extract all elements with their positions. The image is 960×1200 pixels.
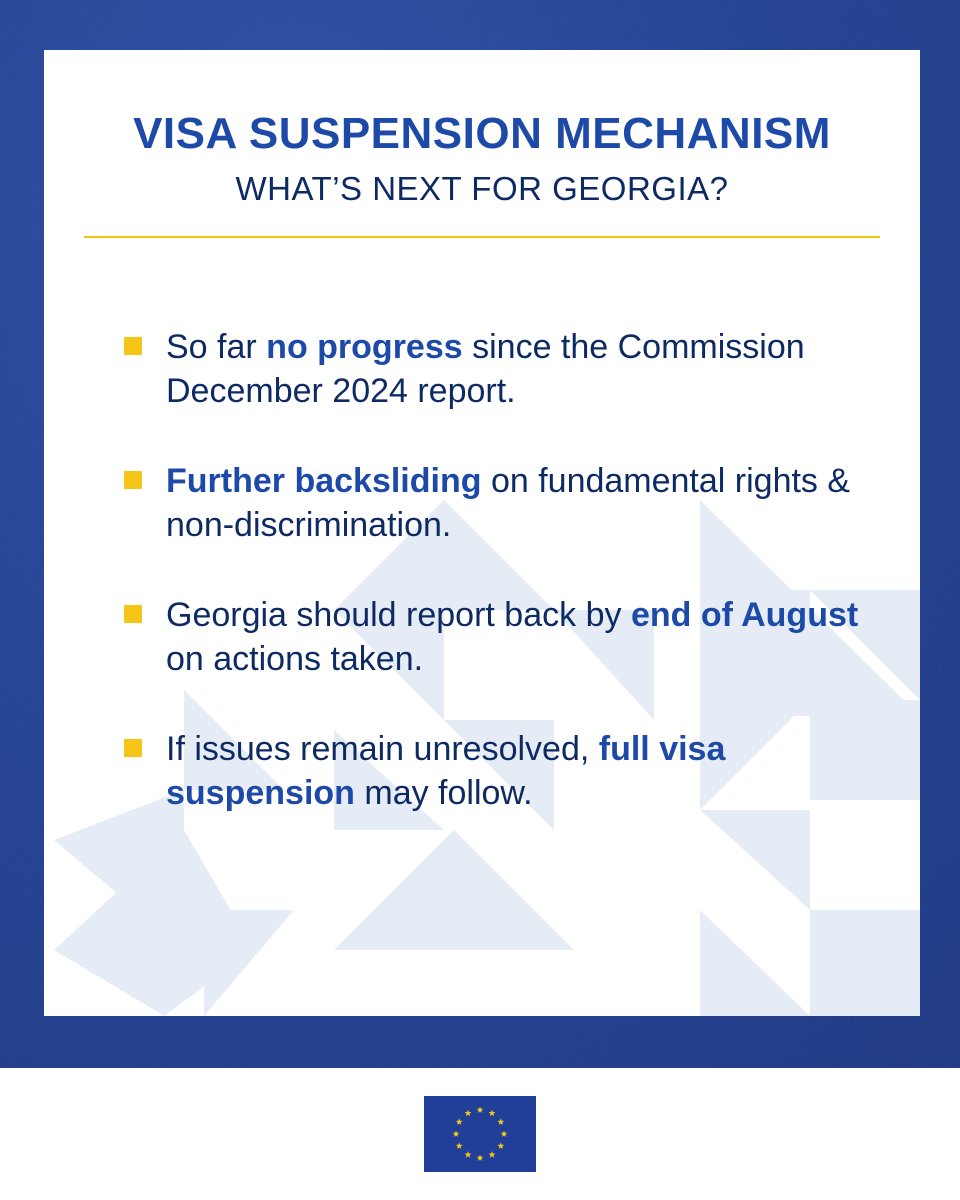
eu-star [465,1110,472,1117]
eu-star [456,1142,463,1149]
content-card [44,50,920,1016]
eu-star [497,1142,504,1149]
bullet-item: So far no progress since the Commission December 2024 report. [84,325,884,413]
bullet-list [84,325,884,861]
title-block [44,108,920,160]
bullet-item: Further backsliding on fundamental rights & non-discrimination. [84,459,884,547]
title-divider [84,236,880,238]
eu-star [453,1130,460,1137]
eu-star [489,1110,496,1117]
bullet-marker-icon [124,337,142,355]
bullet-marker-icon [124,471,142,489]
eu-star [465,1151,472,1158]
page-subtitle: WHAT’S NEXT FOR GEORGIA? [235,170,729,207]
eu-star [456,1118,463,1125]
page-title: VISA SUSPENSION MECHANISM [129,108,835,160]
bullet-marker-icon [124,739,142,757]
eu-star [477,1154,484,1161]
bullet-marker-icon [124,605,142,623]
eu-star [501,1130,508,1137]
eu-star [497,1118,504,1125]
eu-star [489,1151,496,1158]
bullet-item: Georgia should report back by end of August on actions taken. [84,593,884,681]
eu-star [477,1106,484,1113]
bullet-item: If issues remain unresolved, full visa suspension may follow. [84,727,884,815]
eu-stars-icon [424,1096,536,1172]
eu-flag-icon [424,1096,536,1172]
